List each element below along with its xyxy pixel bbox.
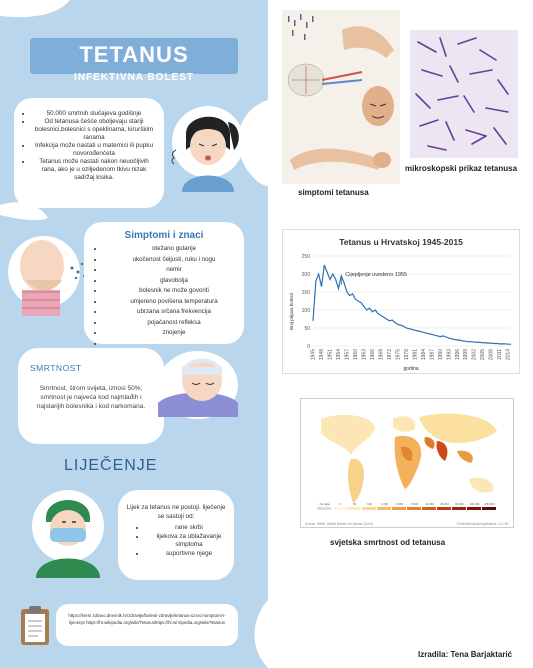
chart-x-tick-label: 1969	[378, 349, 385, 361]
chart-x-tick-label: 1990	[437, 349, 444, 361]
list-item: • 50.000 smrtnih slučajeva godišnje	[32, 110, 156, 118]
map-legend-label: 1.000	[381, 502, 388, 506]
map-legend-swatch	[467, 507, 481, 510]
chart-x-tick-label: 1975	[395, 349, 402, 361]
world-map-svg	[301, 399, 513, 527]
list-item: • pojačanost refleksa	[104, 318, 244, 329]
map-legend-swatch	[317, 507, 331, 510]
treatment-list	[132, 524, 232, 558]
list-item: • suportivne njege	[146, 550, 232, 559]
chart-title: Tetanus u Hrvatskoj 1945-2015	[339, 237, 463, 247]
coughing-man-illustration	[6, 220, 88, 330]
chart-x-tick-label: 1972	[386, 349, 393, 361]
chart-xlabel: godina	[403, 366, 419, 372]
treatment-card	[118, 490, 234, 580]
chart-y-tick-label: 0	[307, 343, 310, 350]
map-legend-label: 2.500	[396, 502, 403, 506]
treatment-text: Lijek za tetanus ne postoji. liječenje se sastoji od:	[126, 504, 226, 520]
chart-x-tick-label: 1978	[403, 349, 410, 361]
map-legend-label: 100	[367, 502, 372, 506]
chart-x-tick-label: 1999	[463, 349, 470, 361]
mortality-title: SMRTNOST	[30, 363, 82, 373]
world-map-caption: svjetska smrtnost od tetanusa	[330, 538, 446, 547]
map-legend-swatch	[407, 507, 421, 510]
chart-x-tick-label: 1984	[420, 349, 427, 361]
map-legend-label: 5.000	[411, 502, 418, 506]
symptoms-title: Simptomi i znaci	[124, 230, 204, 241]
chart-x-tick-label: 1957	[344, 349, 351, 361]
map-legend-swatch	[377, 507, 391, 510]
list-item: • lijekova za ublažavanje simptoma	[146, 533, 232, 550]
mortality-text: Smrtnost, širom svijeta, iznosi 50%; smrtnost je najveća kod najmlađih i najstarijih bolesnika i kod narkomana.	[36, 385, 146, 410]
chart-x-tick-label: 1954	[335, 349, 342, 361]
map-legend-swatch	[452, 507, 466, 510]
chart-y-tick-label: 200	[301, 271, 310, 278]
microscope-image-caption: mikroskopski prikaz tetanusa	[405, 164, 518, 173]
map-legend-swatch	[347, 507, 361, 510]
intro-facts-list	[14, 98, 164, 182]
chart-svg	[283, 230, 519, 373]
map-legend-swatch	[362, 507, 376, 510]
map-legend-label: 50	[352, 502, 357, 506]
chart-x-tick-label: 1996	[454, 349, 461, 361]
sick-girl-illustration	[168, 92, 250, 192]
symptoms-card	[84, 222, 244, 344]
map-legend-label: 50.000	[455, 502, 464, 506]
references-card	[56, 604, 238, 646]
mortality-card	[18, 348, 164, 444]
symptoms-list	[90, 244, 244, 349]
chart-x-tick-label: 2002	[471, 349, 478, 361]
chart-x-tick-label: 2014	[505, 349, 512, 361]
map-credit: OurWorldInData.org/tetanus • CC BY	[456, 522, 509, 526]
list-item: • umjereno povišena temperatura	[104, 297, 244, 308]
list-item: • znojenje	[104, 328, 244, 339]
chart-x-tick-label: 1963	[361, 349, 368, 361]
chart-x-tick-label: 2005	[480, 349, 487, 361]
treatment-title: LIJEČENJE	[64, 457, 158, 474]
sleeping-patient-illustration	[152, 345, 242, 421]
list-item: • ukočenost čeljusti, ruku i nogu	[104, 255, 244, 266]
chart-y-tick-label: 50	[304, 325, 310, 332]
map-legend-swatch	[392, 507, 406, 510]
map-legend-label: No data	[319, 502, 330, 506]
chart-x-tick-label: 1981	[412, 349, 419, 361]
clipboard-icon	[18, 604, 52, 646]
chart-x-tick-label: 2011	[497, 349, 504, 360]
chart-x-tick-label: 1993	[446, 349, 453, 361]
map-legend-swatch	[437, 507, 451, 510]
map-legend-swatch	[482, 507, 496, 510]
chart-x-tick-label: 1966	[369, 349, 376, 361]
doctor-illustration	[28, 482, 110, 578]
map-legend-label: 250.000	[484, 502, 495, 506]
chart-y-tick-label: 150	[301, 289, 310, 296]
chart-ylabel: Broj prijava bolesti	[289, 293, 294, 330]
page-title: TETANUS	[79, 42, 189, 67]
world-map-image	[300, 398, 514, 528]
symptoms-image	[282, 10, 400, 184]
intro-card	[14, 98, 164, 208]
map-legend-swatch	[422, 507, 436, 510]
references-text: https://kreni zdravo.dnevnik.hr/zdravlje/bolesti-zdravlje/tetanus-uzroci-simptomi-i-lijecenje https://hr.wikipedia.org/wiki/Tetanushttps://hr.wi kipedia.org/wiki/Tetanus	[68, 613, 226, 625]
map-source: Source: IHME, Global Burden of Disease (2019)	[305, 522, 374, 526]
list-item: • Tetanus može nastati nakon neuočljivih rana, ako je u oziljedenom tkivu nizak sadržaj kisika.	[32, 158, 156, 182]
author-credit: Izradila: Tena Barjaktarić	[418, 650, 513, 659]
list-item: • glavobolja	[104, 276, 244, 287]
symptoms-image-caption: simptomi tetanusa	[298, 188, 369, 197]
map-legend-swatch	[332, 507, 346, 510]
microscope-image	[410, 30, 518, 158]
chart-y-tick-label: 100	[301, 307, 310, 314]
chart-x-tick-label: 1948	[318, 349, 325, 361]
list-item: • rane skrbi	[146, 524, 232, 533]
list-item: • nemir	[104, 265, 244, 276]
list-item: • otežano gutanje	[104, 244, 244, 255]
chart-y-tick-label: 250	[301, 253, 310, 260]
chart-x-tick-label: 1951	[327, 349, 334, 361]
tetanus-chart	[282, 229, 520, 374]
chart-series-line	[313, 265, 511, 344]
list-item: • ubrzana srčana frekvencija	[104, 307, 244, 318]
map-legend-label: 100.000	[469, 502, 480, 506]
page-subtitle: INFEKTIVNA BOLEST	[74, 72, 194, 83]
chart-x-tick-label: 2008	[488, 349, 495, 361]
chart-x-tick-label: 1945	[310, 349, 317, 361]
map-legend-label: 25.000	[440, 502, 449, 506]
map-legend-label: 0	[338, 502, 341, 506]
map-legend-label: 10.000	[425, 502, 434, 506]
chart-x-tick-label: 1960	[352, 349, 359, 361]
chart-annotation: Cijepljenje uvedeno 1955	[345, 271, 408, 278]
list-item: • Infekcija može nastati u maternici ili pupku novorođenčeta	[32, 142, 156, 158]
chart-x-tick-label: 1987	[429, 349, 436, 361]
list-item: • bolesnik ne može govoriti	[104, 286, 244, 297]
list-item: • Od tetanusa češće oboljevaju stariji bolesnici,bolesnici s opeklinama, kirurškim ranama	[32, 118, 156, 142]
